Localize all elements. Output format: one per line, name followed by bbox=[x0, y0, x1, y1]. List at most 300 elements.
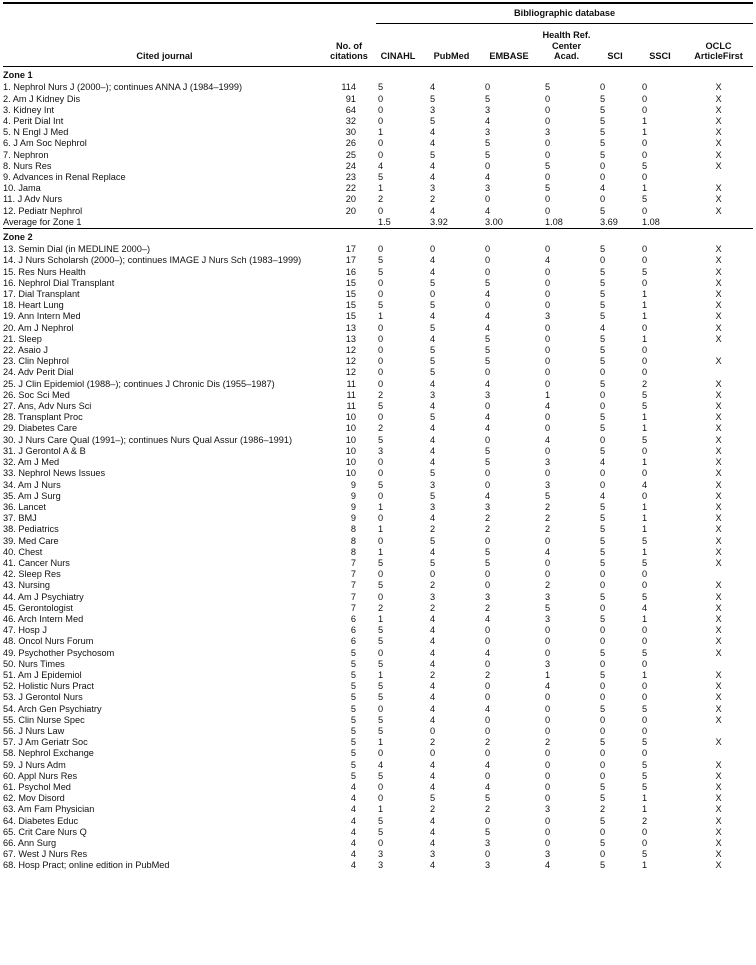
db-score-cell: 3 bbox=[545, 613, 551, 624]
table-row bbox=[3, 255, 753, 266]
citations-cell: 10 bbox=[345, 423, 356, 434]
citations-cell: 91 bbox=[345, 93, 356, 104]
db-score-cell: 1.08 bbox=[545, 216, 563, 227]
document bbox=[0, 2, 756, 965]
db-score-cell: 0 bbox=[378, 289, 384, 300]
db-score-cell: 5 bbox=[600, 860, 606, 871]
db-score-cell: 4 bbox=[430, 138, 436, 149]
db-score-cell: 0 bbox=[378, 104, 384, 115]
db-score-cell: 5 bbox=[485, 557, 491, 568]
db-score-cell: 5 bbox=[600, 333, 606, 344]
db-score-cell: 0 bbox=[545, 378, 551, 389]
oclc-cell bbox=[684, 367, 753, 378]
journal-cell: 24. Adv Perit Dial bbox=[3, 367, 74, 378]
db-score-cell: 1 bbox=[545, 669, 551, 680]
db-score-cell: 4 bbox=[430, 160, 436, 171]
journal-cell: 29. Diabetes Care bbox=[3, 423, 78, 434]
db-score-cell: 0 bbox=[600, 367, 606, 378]
db-score-cell: 0 bbox=[545, 569, 551, 580]
db-score-cell: 5 bbox=[600, 737, 606, 748]
db-score-cell: 5 bbox=[600, 266, 606, 277]
db-score-cell: 0 bbox=[545, 93, 551, 104]
oclc-cell: X bbox=[715, 205, 722, 216]
db-score-cell: 5 bbox=[378, 434, 384, 445]
table-row bbox=[3, 782, 753, 793]
db-score-cell: 0 bbox=[642, 636, 648, 647]
journal-cell: 49. Psychother Psychosom bbox=[3, 647, 115, 658]
table-row bbox=[3, 625, 753, 636]
journal-cell: 34. Am J Nurs bbox=[3, 479, 61, 490]
db-score-cell: 5 bbox=[545, 183, 551, 194]
col-header-ssci: SSCI bbox=[636, 28, 684, 67]
citations-cell: 10 bbox=[345, 434, 356, 445]
table-row bbox=[3, 244, 753, 255]
journal-cell: 63. Am Fam Physician bbox=[3, 804, 95, 815]
journal-cell: 40. Chest bbox=[3, 546, 43, 557]
db-score-cell: 4 bbox=[378, 759, 384, 770]
db-score-cell: 0 bbox=[378, 748, 384, 759]
table-row bbox=[3, 760, 753, 771]
db-score-cell: 0 bbox=[430, 289, 436, 300]
db-score-cell: 4 bbox=[600, 457, 606, 468]
db-score-cell: 0 bbox=[485, 580, 491, 591]
average-row bbox=[3, 217, 753, 229]
table-row bbox=[3, 827, 753, 838]
db-score-cell: 4 bbox=[430, 513, 436, 524]
db-score-cell: 4 bbox=[485, 781, 491, 792]
table-row bbox=[3, 194, 753, 205]
db-score-cell: 2 bbox=[430, 602, 436, 613]
db-score-cell: 5 bbox=[600, 445, 606, 456]
col-header-cinahl: CINAHL bbox=[372, 28, 424, 67]
journal-cell: 45. Gerontologist bbox=[3, 602, 73, 613]
db-score-cell: 0 bbox=[545, 289, 551, 300]
db-score-cell: 0 bbox=[430, 748, 436, 759]
db-score-cell: 2 bbox=[430, 580, 436, 591]
db-score-cell: 4 bbox=[430, 658, 436, 669]
citations-cell: 5 bbox=[350, 647, 356, 658]
db-score-cell: 0 bbox=[378, 513, 384, 524]
table-row bbox=[3, 127, 753, 138]
oclc-cell: X bbox=[715, 826, 722, 837]
db-score-cell: 5 bbox=[545, 82, 551, 93]
db-score-cell: 5 bbox=[600, 300, 606, 311]
db-score-cell: 5 bbox=[545, 602, 551, 613]
db-score-cell: 0 bbox=[545, 759, 551, 770]
oclc-cell: X bbox=[715, 116, 722, 126]
db-score-cell: 0 bbox=[485, 401, 491, 412]
db-score-cell: 5 bbox=[430, 535, 436, 546]
citations-cell: 64 bbox=[345, 104, 356, 115]
db-score-cell: 5 bbox=[642, 557, 648, 568]
db-score-cell: 5 bbox=[430, 345, 436, 356]
db-score-cell: 0 bbox=[545, 838, 551, 848]
db-score-cell: 3 bbox=[485, 104, 491, 115]
citations-cell: 5 bbox=[350, 770, 356, 781]
oclc-cell: X bbox=[715, 524, 722, 535]
table-row bbox=[3, 300, 753, 311]
db-score-cell: 0 bbox=[600, 194, 606, 205]
table-row bbox=[3, 138, 753, 149]
db-score-cell: 5 bbox=[378, 826, 384, 837]
db-score-cell: 5 bbox=[378, 681, 384, 692]
db-score-cell: 1 bbox=[642, 860, 648, 871]
table-row bbox=[3, 468, 753, 479]
db-score-cell: 4 bbox=[430, 826, 436, 837]
oclc-cell: X bbox=[715, 138, 722, 149]
journal-cell: 51. Am J Epidemiol bbox=[3, 669, 82, 680]
citations-cell: 4 bbox=[350, 793, 356, 804]
db-score-cell: 0 bbox=[545, 445, 551, 456]
db-score-cell: 5 bbox=[600, 613, 606, 624]
db-score-cell: 5 bbox=[378, 725, 384, 736]
db-score-cell: 0 bbox=[430, 569, 436, 580]
db-score-cell: 5 bbox=[642, 535, 648, 546]
db-score-cell: 0 bbox=[600, 658, 606, 669]
db-score-cell: 5 bbox=[378, 266, 384, 277]
oclc-cell: X bbox=[715, 703, 722, 714]
db-score-cell: 0 bbox=[545, 468, 551, 479]
col-header-citations: No. of citations bbox=[326, 28, 372, 67]
citations-cell: 15 bbox=[345, 300, 356, 311]
oclc-cell: X bbox=[715, 490, 722, 501]
table-row bbox=[3, 648, 753, 659]
citations-cell: 7 bbox=[350, 557, 356, 568]
oclc-cell: X bbox=[715, 104, 722, 115]
table-row bbox=[3, 457, 753, 468]
db-score-cell: 0 bbox=[485, 300, 491, 311]
db-score-cell: 3 bbox=[545, 658, 551, 669]
citations-cell: 15 bbox=[345, 311, 356, 322]
db-score-cell: 0 bbox=[642, 748, 648, 759]
db-score-cell: 5 bbox=[378, 300, 384, 311]
db-score-cell: 3 bbox=[430, 389, 436, 400]
db-score-cell: 3 bbox=[545, 804, 551, 815]
db-score-cell: 4 bbox=[485, 289, 491, 300]
db-score-cell: 3 bbox=[485, 389, 491, 400]
db-score-cell: 5 bbox=[642, 160, 648, 171]
journal-cell: 9. Advances in Renal Replace bbox=[3, 172, 126, 183]
journal-cell: 52. Holistic Nurs Pract bbox=[3, 681, 94, 692]
journal-cell: 37. BMJ bbox=[3, 513, 37, 524]
db-score-cell: 5 bbox=[600, 838, 606, 848]
db-score-cell: 0 bbox=[545, 557, 551, 568]
oclc-cell: X bbox=[715, 793, 722, 804]
db-score-cell: 3 bbox=[485, 838, 491, 848]
journal-cell: 1. Nephrol Nurs J (2000–); continues ANNA J (1984–1999) bbox=[3, 82, 243, 93]
db-score-cell: 4 bbox=[485, 322, 491, 333]
db-score-cell: 3 bbox=[430, 849, 436, 860]
oclc-cell: X bbox=[715, 501, 722, 512]
db-score-cell: 5 bbox=[485, 793, 491, 804]
journal-cell: 60. Appl Nurs Res bbox=[3, 770, 78, 781]
db-score-cell: 0 bbox=[600, 692, 606, 703]
db-score-cell: 0 bbox=[378, 116, 384, 126]
db-score-cell: 5 bbox=[378, 658, 384, 669]
db-score-cell: 5 bbox=[600, 815, 606, 826]
db-score-cell: 4 bbox=[600, 490, 606, 501]
db-score-cell: 2 bbox=[378, 194, 384, 205]
oclc-cell: X bbox=[715, 815, 722, 826]
table-row bbox=[3, 323, 753, 334]
oclc-cell bbox=[684, 659, 753, 670]
db-score-cell: 0 bbox=[378, 205, 384, 216]
db-score-cell: 0 bbox=[378, 490, 384, 501]
db-score-cell: 0 bbox=[600, 748, 606, 759]
db-score-cell: 4 bbox=[430, 647, 436, 658]
db-score-cell: 5 bbox=[430, 116, 436, 126]
db-score-cell: 5 bbox=[378, 479, 384, 490]
citations-cell: 4 bbox=[350, 826, 356, 837]
db-score-cell: 4 bbox=[430, 781, 436, 792]
db-score-cell: 5 bbox=[600, 378, 606, 389]
citations-cell: 5 bbox=[350, 681, 356, 692]
citations-cell: 12 bbox=[345, 356, 356, 367]
db-score-cell: 0 bbox=[642, 625, 648, 636]
db-score-cell: 5 bbox=[485, 149, 491, 160]
db-score-cell: 2 bbox=[378, 602, 384, 613]
db-score-cell: 5 bbox=[485, 826, 491, 837]
citations-cell: 4 bbox=[350, 804, 356, 815]
db-score-cell: 0 bbox=[485, 815, 491, 826]
db-score-cell: 0 bbox=[378, 457, 384, 468]
oclc-cell: X bbox=[715, 244, 722, 255]
db-score-cell: 1 bbox=[545, 389, 551, 400]
table-row bbox=[3, 390, 753, 401]
db-score-cell: 4 bbox=[430, 714, 436, 725]
db-score-cell: 0 bbox=[642, 468, 648, 479]
oclc-cell: X bbox=[715, 322, 722, 333]
db-score-cell: 4 bbox=[642, 602, 648, 613]
db-score-cell: 0 bbox=[642, 367, 648, 378]
oclc-cell bbox=[684, 345, 753, 356]
db-score-cell: 0 bbox=[545, 412, 551, 423]
table-row bbox=[3, 423, 753, 434]
db-score-cell: 1 bbox=[642, 793, 648, 804]
citations-cell: 8 bbox=[350, 535, 356, 546]
db-score-cell: 0 bbox=[600, 468, 606, 479]
db-score-cell: 0 bbox=[485, 82, 491, 93]
oclc-cell: X bbox=[715, 300, 722, 311]
table-row bbox=[3, 502, 753, 513]
average-label: Average for Zone 1 bbox=[3, 216, 82, 227]
db-score-cell: 5 bbox=[545, 160, 551, 171]
db-score-cell: 5 bbox=[600, 557, 606, 568]
db-score-cell: 0 bbox=[430, 725, 436, 736]
oclc-cell bbox=[684, 726, 753, 737]
oclc-cell: X bbox=[715, 647, 722, 658]
db-score-cell: 1 bbox=[642, 127, 648, 138]
citations-cell: 30 bbox=[345, 127, 356, 138]
db-score-cell: 5 bbox=[642, 737, 648, 748]
journal-cell: 30. J Nurs Care Qual (1991–); continues Nurs Qual Assur (1986–1991) bbox=[3, 434, 293, 445]
db-score-cell: 0 bbox=[378, 591, 384, 602]
db-score-cell: 3 bbox=[378, 445, 384, 456]
journal-cell: 46. Arch Intern Med bbox=[3, 613, 84, 624]
citations-cell: 10 bbox=[345, 468, 356, 479]
journal-cell: 27. Ans, Adv Nurs Sci bbox=[3, 401, 92, 412]
db-score-cell: 0 bbox=[378, 367, 384, 378]
db-score-cell: 0 bbox=[378, 468, 384, 479]
db-score-cell: 4 bbox=[430, 423, 436, 434]
db-score-cell: 5 bbox=[600, 591, 606, 602]
citations-cell: 7 bbox=[350, 569, 356, 580]
db-score-cell: 0 bbox=[545, 770, 551, 781]
db-score-cell: 0 bbox=[642, 345, 648, 356]
oclc-cell: X bbox=[715, 580, 722, 591]
db-score-cell: 4 bbox=[430, 266, 436, 277]
table-row bbox=[3, 816, 753, 827]
journal-cell: 12. Pediatr Nephrol bbox=[3, 205, 83, 216]
db-score-cell: 0 bbox=[600, 759, 606, 770]
db-score-cell: 5 bbox=[430, 490, 436, 501]
db-score-cell: 5 bbox=[378, 692, 384, 703]
journal-cell: 48. Oncol Nurs Forum bbox=[3, 636, 94, 647]
table-row bbox=[3, 412, 753, 423]
db-score-cell: 5 bbox=[600, 277, 606, 288]
db-score-cell: 0 bbox=[600, 580, 606, 591]
db-score-cell: 3 bbox=[485, 127, 491, 138]
table-row bbox=[3, 771, 753, 782]
table-row bbox=[3, 681, 753, 692]
oclc-cell: X bbox=[715, 838, 722, 848]
db-score-cell: 3 bbox=[485, 860, 491, 871]
db-score-cell: 0 bbox=[485, 849, 491, 860]
db-score-cell: 4 bbox=[485, 172, 491, 183]
db-score-cell: 5 bbox=[430, 793, 436, 804]
db-score-cell: 1 bbox=[378, 501, 384, 512]
db-score-cell: 1 bbox=[642, 116, 648, 126]
db-score-cell: 5 bbox=[378, 82, 384, 93]
db-score-cell: 0 bbox=[378, 647, 384, 658]
table-row bbox=[3, 311, 753, 322]
table-row bbox=[3, 636, 753, 647]
oclc-cell: X bbox=[715, 714, 722, 725]
db-score-cell: 0 bbox=[600, 770, 606, 781]
db-score-cell: 2 bbox=[485, 804, 491, 815]
citations-cell: 15 bbox=[345, 277, 356, 288]
db-score-cell: 0 bbox=[378, 244, 384, 255]
db-score-cell: 0 bbox=[642, 277, 648, 288]
db-score-cell: 1 bbox=[642, 289, 648, 300]
journal-cell: 67. West J Nurs Res bbox=[3, 849, 88, 860]
db-score-cell: 0 bbox=[545, 244, 551, 255]
db-score-cell: 0 bbox=[485, 160, 491, 171]
oclc-cell: X bbox=[715, 434, 722, 445]
db-score-cell: 5 bbox=[600, 149, 606, 160]
oclc-cell: X bbox=[715, 681, 722, 692]
journal-cell: 23. Clin Nephrol bbox=[3, 356, 69, 367]
table-row bbox=[3, 435, 753, 446]
citations-cell: 8 bbox=[350, 524, 356, 535]
citations-cell: 5 bbox=[350, 759, 356, 770]
db-score-cell: 5 bbox=[378, 770, 384, 781]
citations-cell: 114 bbox=[341, 82, 356, 93]
citations-cell: 4 bbox=[350, 815, 356, 826]
db-score-cell: 0 bbox=[378, 149, 384, 160]
db-score-cell: 5 bbox=[600, 412, 606, 423]
db-score-cell: 5 bbox=[642, 591, 648, 602]
citations-cell: 11 bbox=[346, 401, 356, 412]
table-row bbox=[3, 558, 753, 569]
db-score-cell: 4 bbox=[485, 490, 491, 501]
db-score-cell: 4 bbox=[430, 692, 436, 703]
db-score-cell: 4 bbox=[378, 160, 384, 171]
oclc-cell: X bbox=[715, 781, 722, 792]
table-row bbox=[3, 603, 753, 614]
table-row bbox=[3, 849, 753, 860]
db-score-cell: 4 bbox=[485, 311, 491, 322]
citations-cell: 16 bbox=[345, 266, 356, 277]
col-header-pubmed: PubMed bbox=[424, 28, 479, 67]
db-score-cell: 0 bbox=[600, 636, 606, 647]
journal-cell: 2. Am J Kidney Dis bbox=[3, 93, 81, 104]
table-row bbox=[3, 289, 753, 300]
db-score-cell: 1 bbox=[642, 513, 648, 524]
journal-cell: 19. Ann Intern Med bbox=[3, 311, 81, 322]
db-score-cell: 3 bbox=[378, 860, 384, 871]
oclc-cell: X bbox=[715, 457, 722, 468]
db-score-cell: 2 bbox=[378, 389, 384, 400]
oclc-cell: X bbox=[715, 669, 722, 680]
db-score-cell: 0 bbox=[378, 322, 384, 333]
citation-table bbox=[3, 4, 753, 872]
db-score-cell: 4 bbox=[485, 703, 491, 714]
journal-cell: 53. J Gerontol Nurs bbox=[3, 692, 83, 703]
db-score-cell: 1 bbox=[378, 737, 384, 748]
table-row bbox=[3, 379, 753, 390]
table-row bbox=[3, 491, 753, 502]
db-score-cell: 0 bbox=[600, 569, 606, 580]
oclc-cell: X bbox=[715, 194, 722, 205]
db-score-cell: 3 bbox=[545, 127, 551, 138]
db-score-cell: 0 bbox=[600, 401, 606, 412]
db-score-cell: 4 bbox=[430, 457, 436, 468]
db-score-cell: 0 bbox=[545, 300, 551, 311]
db-score-cell: 5 bbox=[430, 149, 436, 160]
db-score-cell: 2 bbox=[545, 737, 551, 748]
db-score-cell: 1 bbox=[642, 412, 648, 423]
db-score-cell: 0 bbox=[545, 535, 551, 546]
journal-cell: 22. Asaio J bbox=[3, 345, 48, 356]
db-score-cell: 2 bbox=[642, 378, 648, 389]
db-score-cell: 3 bbox=[430, 479, 436, 490]
citations-cell: 4 bbox=[350, 860, 356, 871]
table-row bbox=[3, 838, 753, 849]
db-score-cell: 2 bbox=[485, 669, 491, 680]
journal-cell: 62. Mov Disord bbox=[3, 793, 65, 804]
db-score-cell: 5 bbox=[600, 423, 606, 434]
table-row bbox=[3, 94, 753, 105]
db-score-cell: 0 bbox=[485, 725, 491, 736]
db-score-cell: 1 bbox=[642, 669, 648, 680]
db-score-cell: 2 bbox=[430, 194, 436, 205]
table-row bbox=[3, 524, 753, 535]
db-score-cell: 5 bbox=[600, 501, 606, 512]
db-score-cell: 1 bbox=[378, 613, 384, 624]
table-row bbox=[3, 692, 753, 703]
db-score-cell: 0 bbox=[430, 244, 436, 255]
db-score-cell: 4 bbox=[600, 322, 606, 333]
db-score-cell: 0 bbox=[485, 714, 491, 725]
db-score-cell: 5 bbox=[600, 356, 606, 367]
db-score-cell: 5 bbox=[430, 468, 436, 479]
oclc-cell: X bbox=[715, 311, 722, 322]
db-score-cell: 5 bbox=[600, 127, 606, 138]
db-score-cell: 4 bbox=[430, 681, 436, 692]
journal-cell: 68. Hosp Pract; online edition in PubMed bbox=[3, 860, 170, 871]
db-score-cell: 0 bbox=[485, 255, 491, 266]
